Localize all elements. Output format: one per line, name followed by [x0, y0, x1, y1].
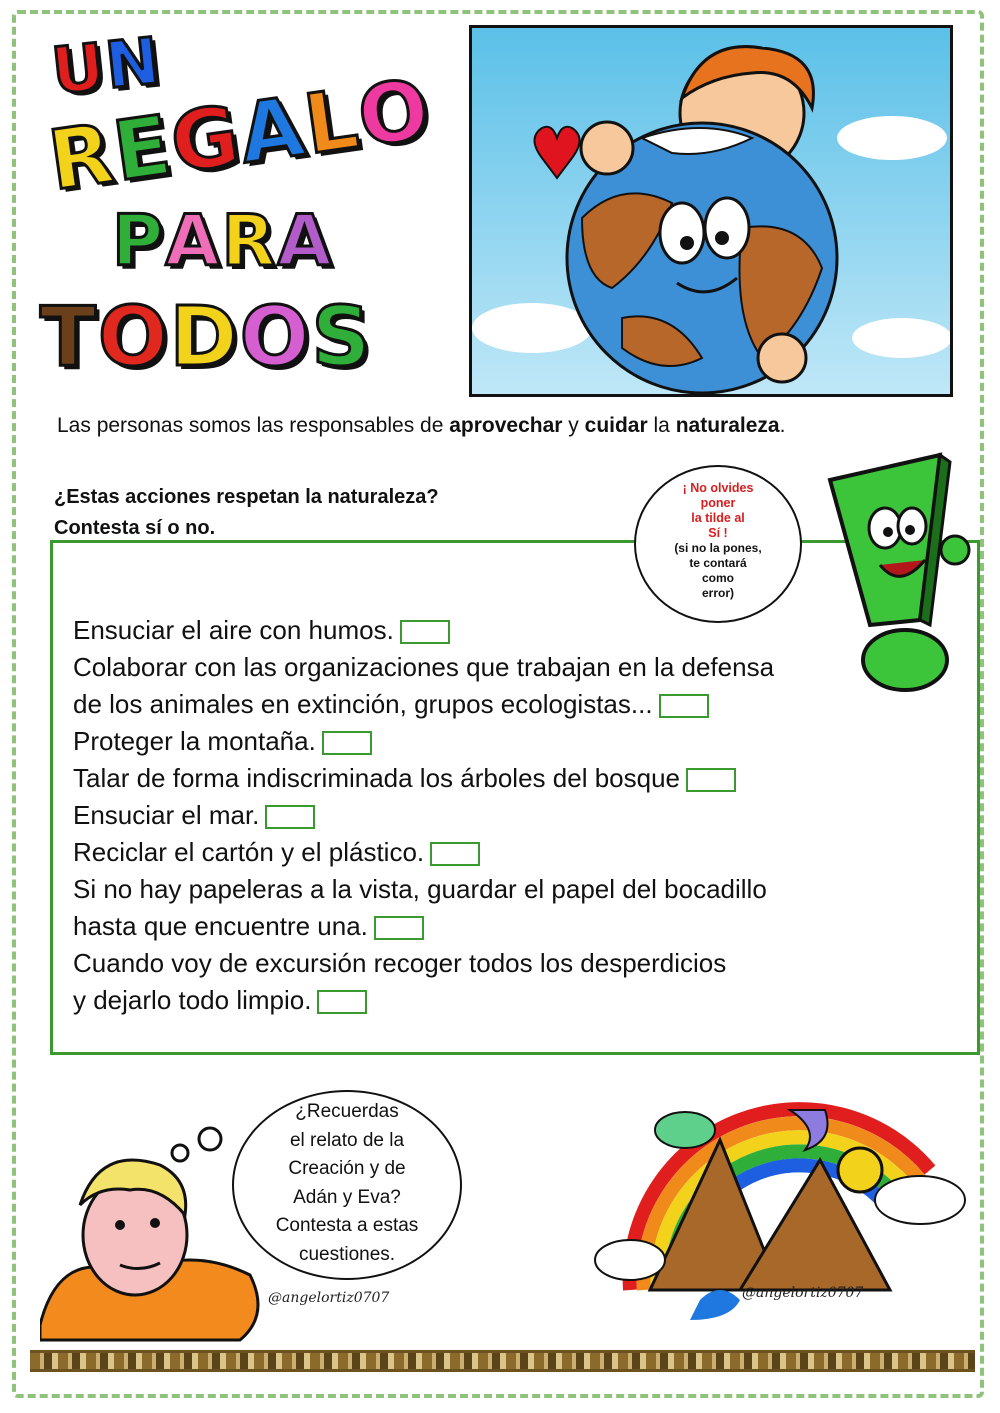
title-letter: E [107, 98, 179, 201]
thought-line: Creación y de [288, 1158, 406, 1179]
title-letter: R [221, 200, 278, 282]
exercise-item-text: Si no hay papeleras a la vista, guardar el papel del bocadillo [73, 874, 767, 904]
answer-box[interactable] [400, 620, 450, 644]
answer-box[interactable] [430, 842, 480, 866]
earth-hug-illustration [469, 25, 953, 397]
thought-line: cuestiones. [298, 1243, 396, 1265]
title-letter: U [48, 30, 110, 110]
title-letter: R [43, 106, 122, 210]
exercise-item-text: y dejarlo todo limpio. [73, 985, 312, 1015]
exercise-item [73, 871, 774, 908]
intro-text: la [647, 414, 676, 437]
exercise-item-text: Ensuciar el aire con humos. [73, 615, 394, 645]
reminder-speech-bubble [634, 465, 802, 623]
answer-box[interactable] [374, 916, 424, 940]
exercise-item [73, 723, 774, 760]
exclamation-mascot-illustration [800, 450, 990, 695]
exercise-item-text: Ensuciar el mar. [73, 800, 260, 830]
question-line: ¿Estas acciones respetan la naturaleza? [54, 486, 439, 508]
title-letter: S [311, 290, 373, 385]
title-letter: O [239, 290, 312, 385]
thought-line: Contesta a estas [275, 1215, 419, 1236]
exercise-item-text: Colaborar con las organizaciones que trabajan en la defensa [73, 652, 775, 682]
reminder-red-line: Sí ! [708, 526, 728, 540]
exercise-item [73, 686, 774, 723]
reminder-note-line: te contará [689, 556, 747, 570]
title-letter: O [352, 61, 437, 166]
answer-box[interactable] [686, 768, 736, 792]
reminder-red-line: la tilde al [691, 511, 745, 525]
title-letter: L [298, 71, 366, 174]
answer-box[interactable] [322, 731, 372, 755]
intro-keyword: cuidar [584, 414, 648, 437]
title-letter: G [165, 88, 248, 193]
answer-box[interactable] [317, 990, 367, 1014]
reminder-note-line: (si no la pones, [674, 541, 762, 555]
intro-text: Las personas somos las responsables de [57, 414, 450, 437]
answer-box[interactable] [659, 694, 709, 718]
title-letter: A [277, 200, 334, 282]
exercise-item-text: Proteger la montaña. [73, 726, 316, 756]
intro-sentence [57, 414, 785, 438]
thought-bubble [232, 1090, 462, 1280]
reminder-red-line: poner [700, 496, 736, 510]
title-letter: P [112, 200, 166, 282]
exercise-item-text: Talar de forma indiscriminada los árboles del bosque [73, 763, 680, 793]
title-letter: A [165, 200, 222, 282]
exercise-item-text: Cuando voy de excursión recoger todos los desperdicios [73, 948, 727, 978]
title-line-3 [112, 200, 334, 282]
exercise-item [73, 612, 774, 649]
reminder-note-line: error) [701, 586, 734, 600]
title-letter: A [233, 79, 312, 183]
title-line-1 [48, 24, 165, 109]
intro-text: . [779, 414, 786, 437]
exercise-items [73, 612, 774, 1019]
exercise-item [73, 760, 774, 797]
earth-illustration-svg [472, 28, 950, 394]
exercise-item [73, 908, 774, 945]
thought-line: Adán y Eva? [293, 1186, 401, 1208]
decorative-border-strip [30, 1350, 975, 1372]
title-line-4 [40, 290, 373, 385]
exercise-item-text: hasta que encuentre una. [73, 911, 368, 941]
question-line: Contesta sí o no. [54, 517, 216, 539]
question-heading [54, 482, 439, 544]
reminder-red-line: ¡ No olvides [682, 481, 754, 495]
answer-box[interactable] [265, 805, 315, 829]
author-signature: @angelortiz0707 [268, 1290, 390, 1306]
title-letter: T [40, 290, 98, 385]
intro-keyword: aprovechar [449, 414, 563, 437]
intro-text: y [562, 414, 585, 437]
title-letter: D [169, 290, 240, 385]
title-letter: O [97, 290, 170, 385]
exercise-item-text: de los animales en extinción, grupos ecologistas... [73, 689, 653, 719]
title-letter: N [102, 24, 166, 104]
exercise-item [73, 797, 774, 834]
exercise-item [73, 982, 774, 1019]
thought-line: el relato de la [289, 1129, 405, 1151]
thought-line: ¿Recuerdas [295, 1101, 399, 1122]
page-title [40, 20, 460, 385]
intro-keyword: naturaleza [675, 414, 780, 437]
author-signature-2: @angelortiz0707 [742, 1285, 864, 1301]
exercise-item-text: Reciclar el cartón y el plástico. [73, 837, 425, 867]
exercise-item [73, 834, 774, 871]
exercise-item [73, 945, 774, 982]
reminder-note-line: como [701, 571, 734, 585]
exercise-item [73, 649, 774, 686]
